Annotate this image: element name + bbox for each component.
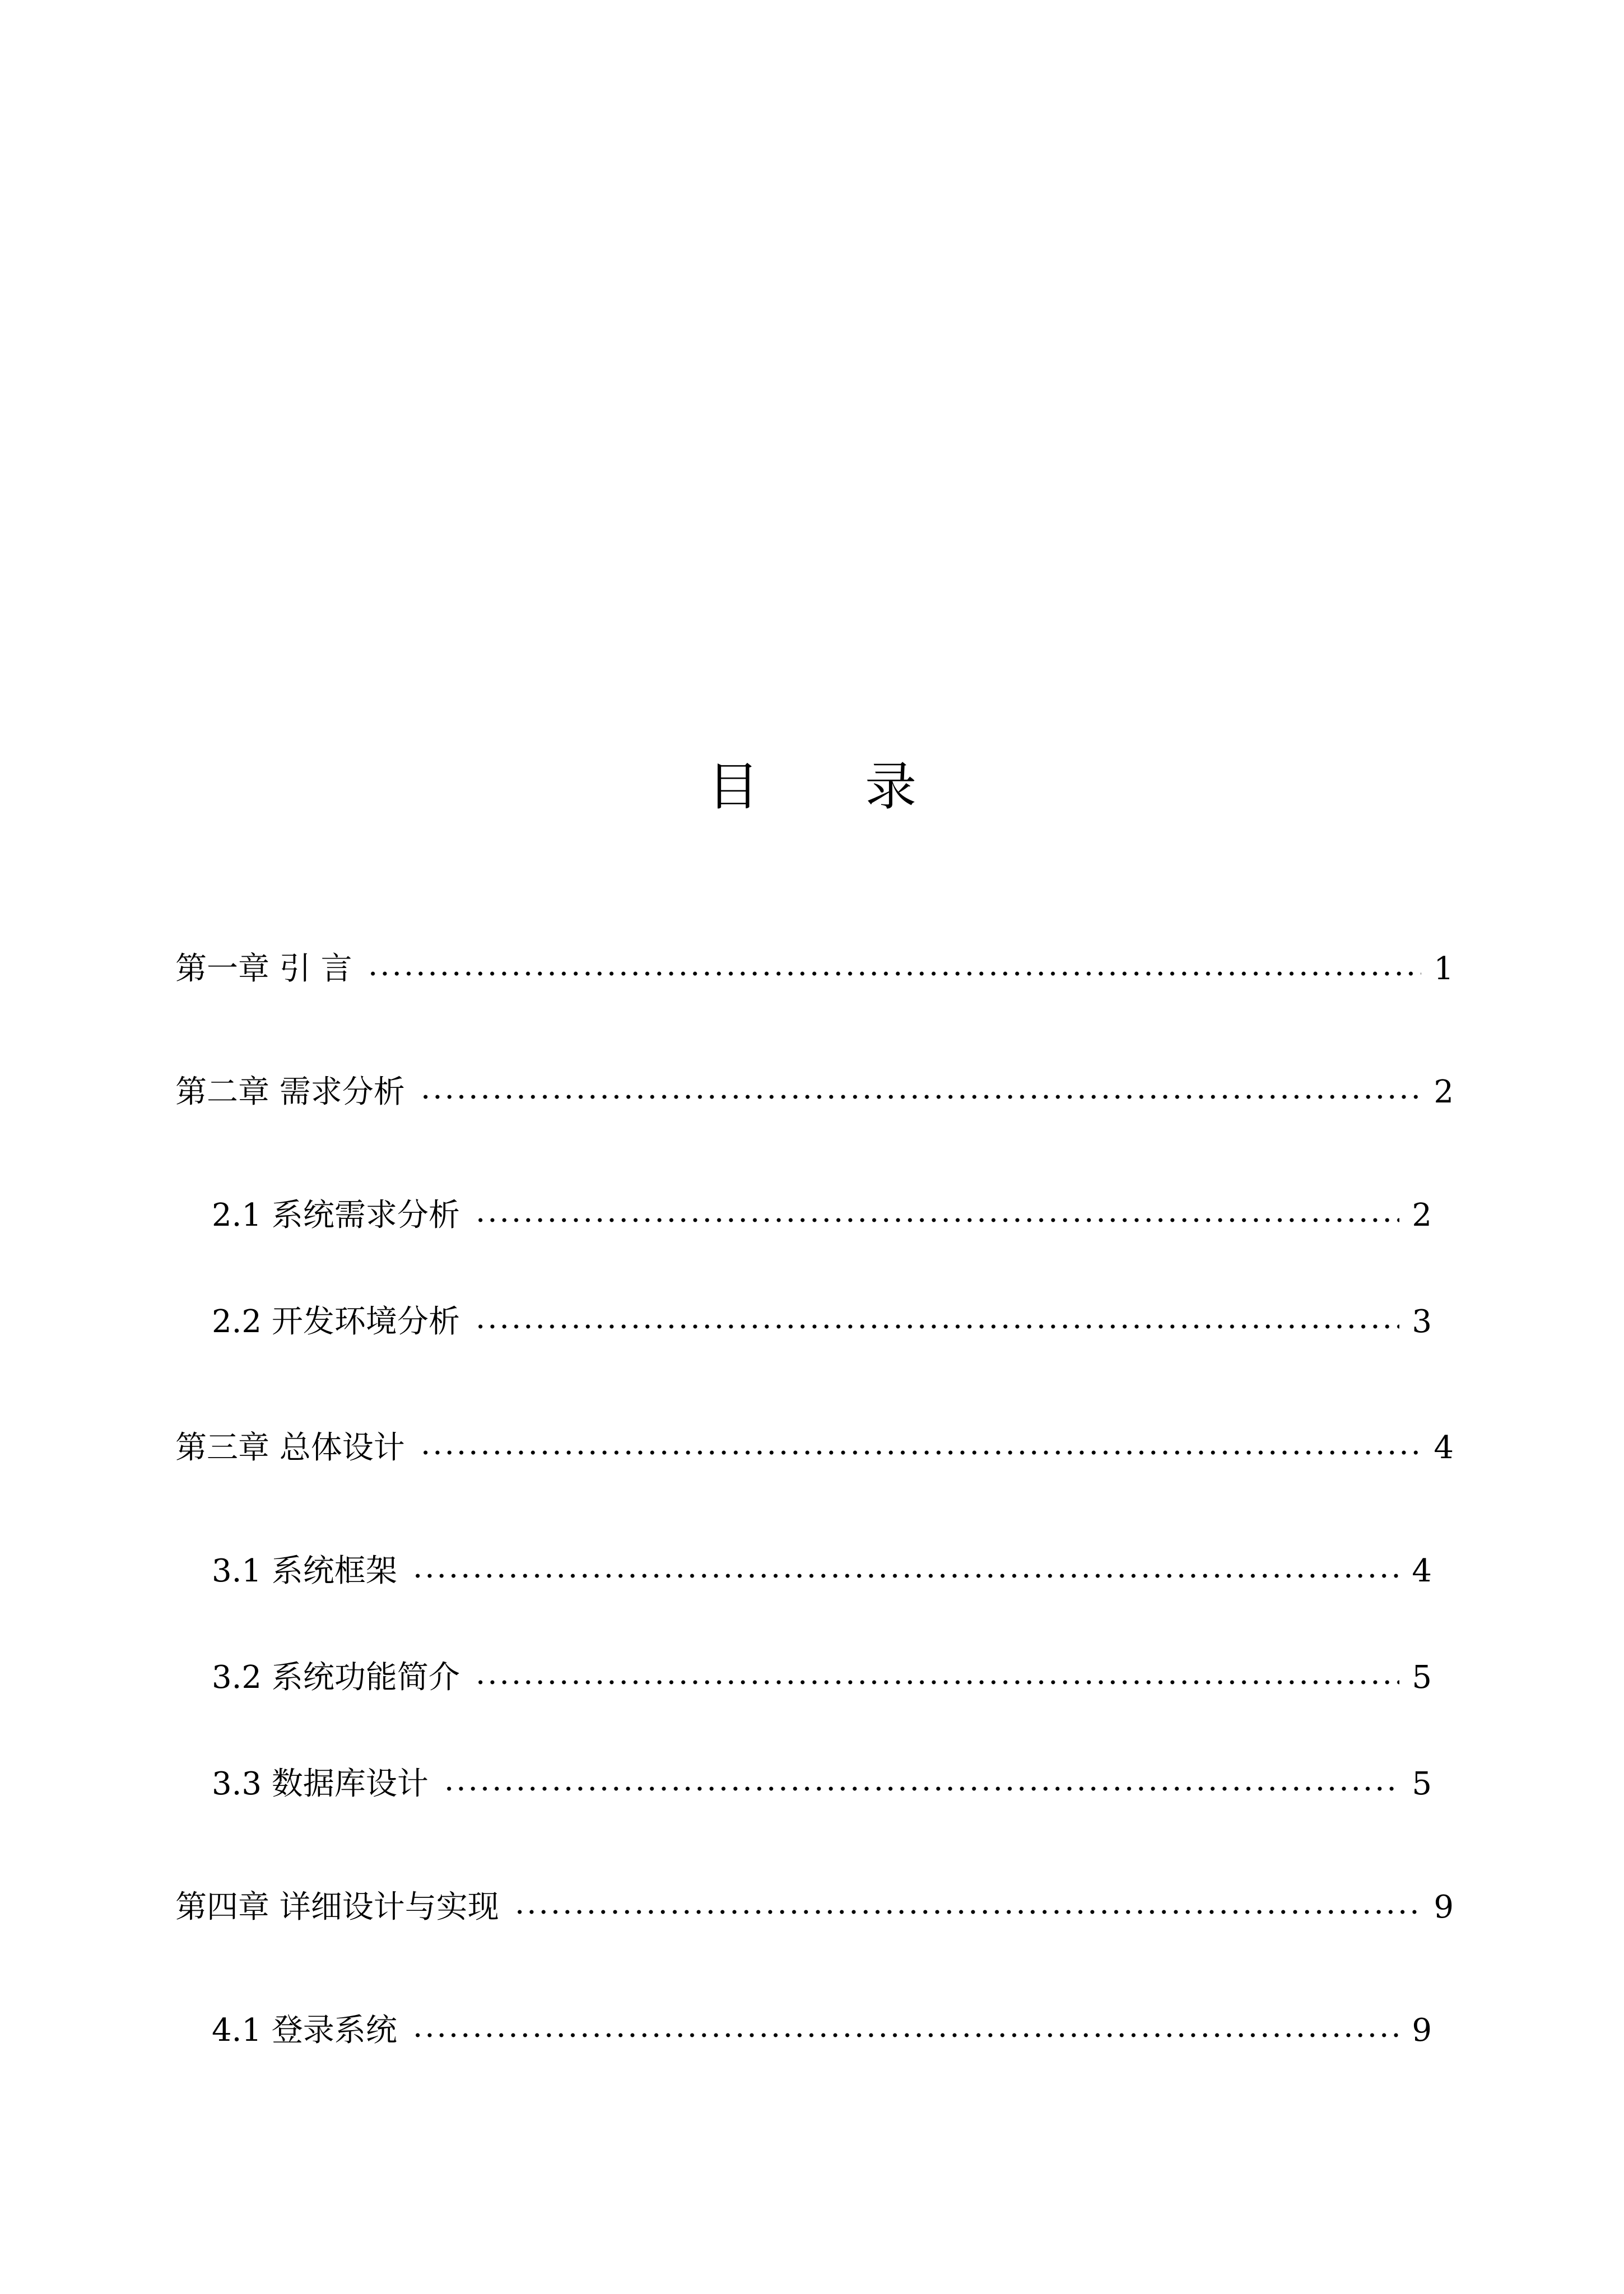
toc-entry-label: 2.1 系统需求分析 [212, 1197, 460, 1234]
toc-dot-leader [514, 1906, 1422, 1918]
toc-entry-section-4-1[interactable] [212, 2008, 1432, 2053]
toc-entry-chapter-1[interactable] [175, 947, 1454, 992]
toc-entry-chapter-3[interactable] [175, 1426, 1454, 1471]
toc-entry-label: 第四章 详细设计与实现 [175, 1889, 499, 1925]
toc-page-number: 4 [1412, 1553, 1432, 1589]
toc-dot-leader [474, 1215, 1400, 1226]
toc-entry-label: 第二章 需求分析 [175, 1074, 405, 1110]
toc-page-number: 5 [1412, 1659, 1432, 1696]
toc-entry-section-3-3[interactable] [212, 1762, 1432, 1807]
toc-entry-chapter-2[interactable] [175, 1070, 1454, 1115]
toc-page-number: 2 [1434, 1074, 1454, 1110]
toc-entry-section-2-1[interactable] [212, 1193, 1432, 1238]
toc-page-number: 3 [1412, 1304, 1432, 1340]
toc-entry-section-3-2[interactable] [212, 1655, 1432, 1700]
toc-dot-leader [367, 968, 1422, 979]
toc-dot-leader [420, 1447, 1422, 1458]
toc-entry-chapter-4[interactable] [175, 1885, 1454, 1930]
toc-dot-leader [412, 2030, 1400, 2041]
toc-page-number: 5 [1412, 1766, 1432, 1802]
toc-dot-leader [412, 1570, 1400, 1581]
toc-page-number: 4 [1434, 1430, 1454, 1466]
toc-entry-section-3-1[interactable] [212, 1549, 1432, 1594]
toc-entry-label: 第一章 引 言 [175, 951, 352, 987]
toc-page-number: 9 [1434, 1889, 1454, 1925]
toc-entry-label: 第三章 总体设计 [175, 1430, 405, 1466]
toc-dot-leader [474, 1677, 1400, 1688]
toc-entry-label: 3.1 系统框架 [212, 1553, 397, 1589]
toc-entry-label: 2.2 开发环境分析 [212, 1304, 460, 1340]
toc-page-number: 1 [1434, 951, 1454, 987]
toc-dot-leader [474, 1321, 1400, 1332]
toc-entry-section-2-2[interactable] [212, 1300, 1432, 1344]
toc-title: 目 录 [707, 757, 962, 817]
toc-entry-label: 3.2 系统功能简介 [212, 1659, 460, 1696]
toc-entry-label: 4.1 登录系统 [212, 2012, 397, 2049]
toc-dot-leader [443, 1783, 1400, 1794]
toc-page-number: 2 [1412, 1197, 1432, 1234]
toc-page-number: 9 [1412, 2012, 1432, 2049]
toc-dot-leader [420, 1091, 1422, 1102]
toc-entry-label: 3.3 数据库设计 [212, 1766, 429, 1802]
